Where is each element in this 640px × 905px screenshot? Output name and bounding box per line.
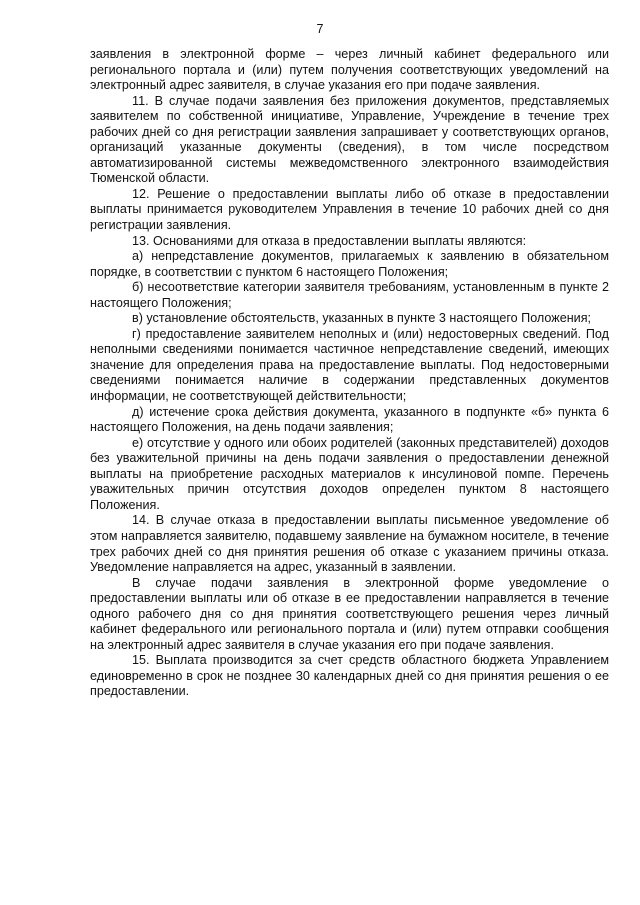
paragraph-subitem-v: в) установление обстоятельств, указанных в пункте 3 настоящего Положения; bbox=[132, 311, 592, 326]
paragraph-subitem-a: а) непредставление документов, прилагаемых к заявлению в обязательном порядке, в соответствии с пунктом 6 настоящего Положения; bbox=[90, 249, 609, 279]
paragraph-item-14-electronic: В случае подачи заявления в электронной форме уведомление о предоставлении выплаты или об отказе в ее предоставлении направляется в течение одного рабочего дня со дня принятия соответствующего решения через личный кабинет федерального или регионального портала и (или) путем отправки сообщения на электронный адрес заявителя в случае указания его при подаче заявления. bbox=[90, 575, 609, 652]
paragraph-subitem-e: е) отсутствие у одного или обоих родителей (законных представителей) доходов без уважительной причины на день подачи заявления о предоставлении денежной выплаты на приобретение расходных материалов к инсулиновой помпе. Перечень уважительных причин отсутствия доходов определен пунктом 8 настоящего Положения. bbox=[90, 435, 609, 512]
paragraph-subitem-b: б) несоответствие категории заявителя требованиям, установленным в пункте 2 настоящего Положения; bbox=[90, 280, 609, 310]
paragraph-item-11: 11. В случае подачи заявления без приложения документов, представляемых заявителем по собственной инициативе, Управление, Учреждение в течение трех рабочих дней со дня регистрации заявления запрашивает у соответствующих органов, организаций указанные документы (сведения), в том числе посредством автоматизированной системы межведомственного электронного взаимодействия Тюменской области. bbox=[90, 93, 609, 186]
paragraph-item-15: 15. Выплата производится за счет средств областного бюджета Управлением единовременно в срок не позднее 30 календарных дней со дня принятия решения о ее предоставлении. bbox=[90, 653, 609, 699]
paragraph-item-13: 13. Основаниями для отказа в предоставлении выплаты являются: bbox=[132, 233, 527, 248]
paragraph-continuation: заявления в электронной форме – через личный кабинет федерального или регионального портала и (или) путем получения соответствующих уведомлений на электронный адрес заявителя, в случае указания его при подаче заявления. bbox=[90, 47, 609, 93]
paragraph-subitem-g: г) предоставление заявителем неполных и (или) недостоверных сведений. Под неполными сведениями понимается частичное непредставление сведений, имеющих значение для определения права на предоставление выплаты. Под недостоверными сведениями понимается наличие в содержании представленных документов информации, не соответствующей действительности; bbox=[90, 326, 609, 404]
paragraph-subitem-d: д) истечение срока действия документа, указанного в подпункте «б» пункта 6 настоящего Положения, на день подачи заявления; bbox=[90, 404, 609, 435]
document-body bbox=[90, 47, 609, 700]
page-number: 7 bbox=[316, 22, 324, 36]
paragraph-item-14: 14. В случае отказа в предоставлении выплаты письменное уведомление об этом направляется заявителю, подавшему заявление на бумажном носителе, в течение трех рабочих дней со дня принятия решения об отказе с указанием причины отказа. Уведомление направляется на адрес, указанный в заявлении. bbox=[90, 513, 609, 575]
paragraph-item-12: 12. Решение о предоставлении выплаты либо об отказе в предоставлении выплаты принимается руководителем Управления в течение 10 рабочих дней со дня регистрации заявления. bbox=[90, 186, 609, 233]
